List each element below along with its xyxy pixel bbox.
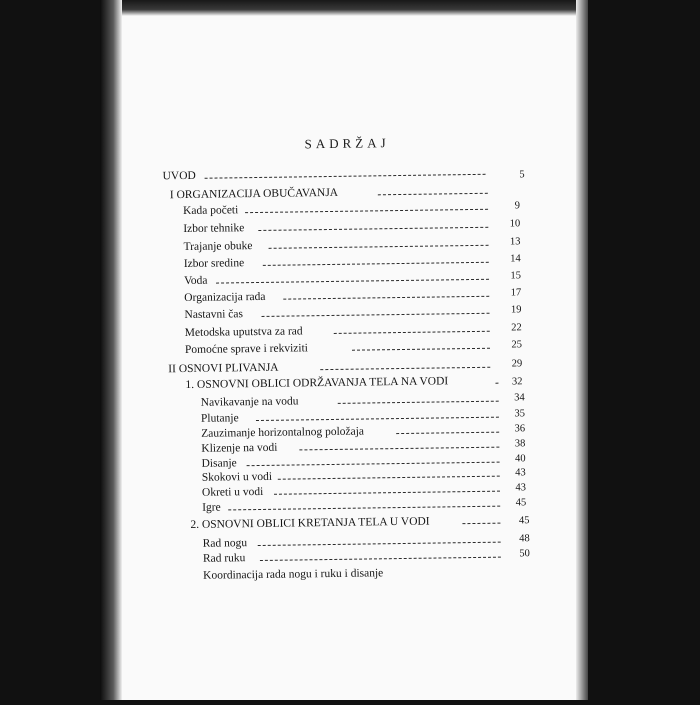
toc-entry-page-number: 9: [514, 200, 521, 212]
toc-entry-label: Disanje: [201, 457, 237, 470]
toc-leader-dashes: [462, 523, 500, 525]
toc-entry-label: Metodska uputstva za rad: [184, 325, 303, 340]
toc-entry-label: Zauzimanje horizontalnog položaja: [201, 425, 365, 440]
toc-leader-dashes: [228, 506, 500, 511]
toc-entry-page-number: 43: [515, 467, 526, 479]
toc-entry-page-number: 5: [519, 169, 525, 181]
toc-leader-dashes: [334, 331, 490, 334]
toc-entry-label: Rad ruku: [202, 552, 246, 565]
toc-entry-label: Izbor sredine: [183, 257, 245, 271]
toc-entry-page-number: 19: [510, 304, 522, 316]
toc-entry-page-number: 29: [511, 358, 523, 370]
toc-leader-dashes: [262, 313, 490, 317]
toc-entry-page-number: 45: [518, 515, 530, 527]
toc-leader-dashes: [256, 417, 499, 421]
toc-entry-label: Navikavanje na vodu: [200, 395, 299, 409]
toc-leader-dashes: [263, 262, 489, 266]
toc-entry-label: Rad nogu: [202, 537, 248, 550]
toc-leader-dashes: [352, 348, 490, 351]
toc-entry-label: Okreti u vodi: [201, 485, 264, 499]
toc-entry-label: Trajanje obuke: [183, 240, 253, 254]
toc-entry-page-number: 48: [519, 533, 530, 545]
toc-entry-label: Skokovi u vodi: [201, 470, 273, 484]
toc-entry-page-number: 14: [510, 253, 521, 265]
toc-leader-dashes: [378, 193, 488, 196]
toc-leader-dashes: [338, 401, 499, 404]
toc-entry-page-number: 13: [509, 236, 521, 248]
toc-entry-page-number: 25: [511, 339, 523, 351]
toc-entry-page-number: 38: [514, 438, 526, 450]
toc-entry-label: 2. OSNOVNI OBLICI KRETANJA TELA U VODI: [190, 515, 430, 531]
toc-leader-dashes: [258, 227, 488, 231]
toc-entry-label: II OSNOVI PLIVANJA: [168, 361, 279, 376]
toc-entry-label: Plutanje: [200, 412, 239, 425]
toc-entry-page-number: 15: [510, 270, 522, 282]
toc-entry-label: Izbor tehnike: [183, 222, 245, 236]
toc-entry-label: Koordinacija rada nogu i ruku i disanje: [203, 567, 384, 582]
toc-entry-label: Klizenje na vodi: [201, 441, 278, 455]
toc-title: SADRŽAJ: [304, 135, 390, 152]
toc-entry-label: Kada početi: [182, 204, 239, 218]
toc-leader-dashes: [278, 476, 500, 480]
toc-entry-label: Organizacija rada: [184, 290, 266, 305]
toc-entry-page-number: 45: [515, 497, 527, 509]
toc-entry-page-number: 34: [514, 392, 525, 404]
toc-entry-page-number: 17: [510, 287, 522, 299]
toc-entry-label: UVOD: [162, 169, 196, 183]
toc-leader-dashes: [320, 367, 490, 370]
toc-leader-dashes: [269, 245, 489, 249]
toc-entry-page-number: 10: [509, 218, 521, 230]
toc-leader-dashes: [216, 279, 489, 284]
toc-entry-page-number: 22: [511, 322, 522, 334]
toc-entry-page-number: 36: [514, 423, 526, 435]
toc-leader-dashes: [260, 557, 501, 561]
toc-entry-label: Igre: [202, 501, 221, 514]
toc-leader-dashes: [205, 174, 486, 179]
toc-leader-dashes: [258, 542, 501, 546]
toc-entry-label: I ORGANIZACIJA OBUČAVANJA: [169, 186, 339, 202]
toc-entry-label: 1. OSNOVNI OBLICI ODRŽAVANJA TELA NA VODI: [185, 375, 449, 392]
toc-entry-page-number: 50: [519, 548, 530, 560]
toc-entry-page-number: 35: [514, 408, 525, 420]
toc-entry-label: Voda: [183, 274, 208, 288]
toc-entry-page-number: 40: [514, 453, 526, 465]
toc-leader-dashes: [396, 432, 499, 434]
toc-leader-dashes: [247, 462, 500, 467]
toc-leader-dashes: [274, 491, 500, 495]
toc-leader-dashes: [495, 383, 498, 384]
toc-entry-page-number: 43: [515, 482, 527, 494]
toc-leader-dashes: [299, 447, 499, 451]
toc-entry-page-number: 32: [511, 376, 523, 388]
toc-entry-label: Pomoćne sprave i rekviziti: [184, 342, 309, 357]
toc-leader-dashes: [245, 209, 488, 213]
toc-leader-dashes: [283, 296, 489, 300]
toc-entry-label: Nastavni čas: [184, 308, 244, 322]
